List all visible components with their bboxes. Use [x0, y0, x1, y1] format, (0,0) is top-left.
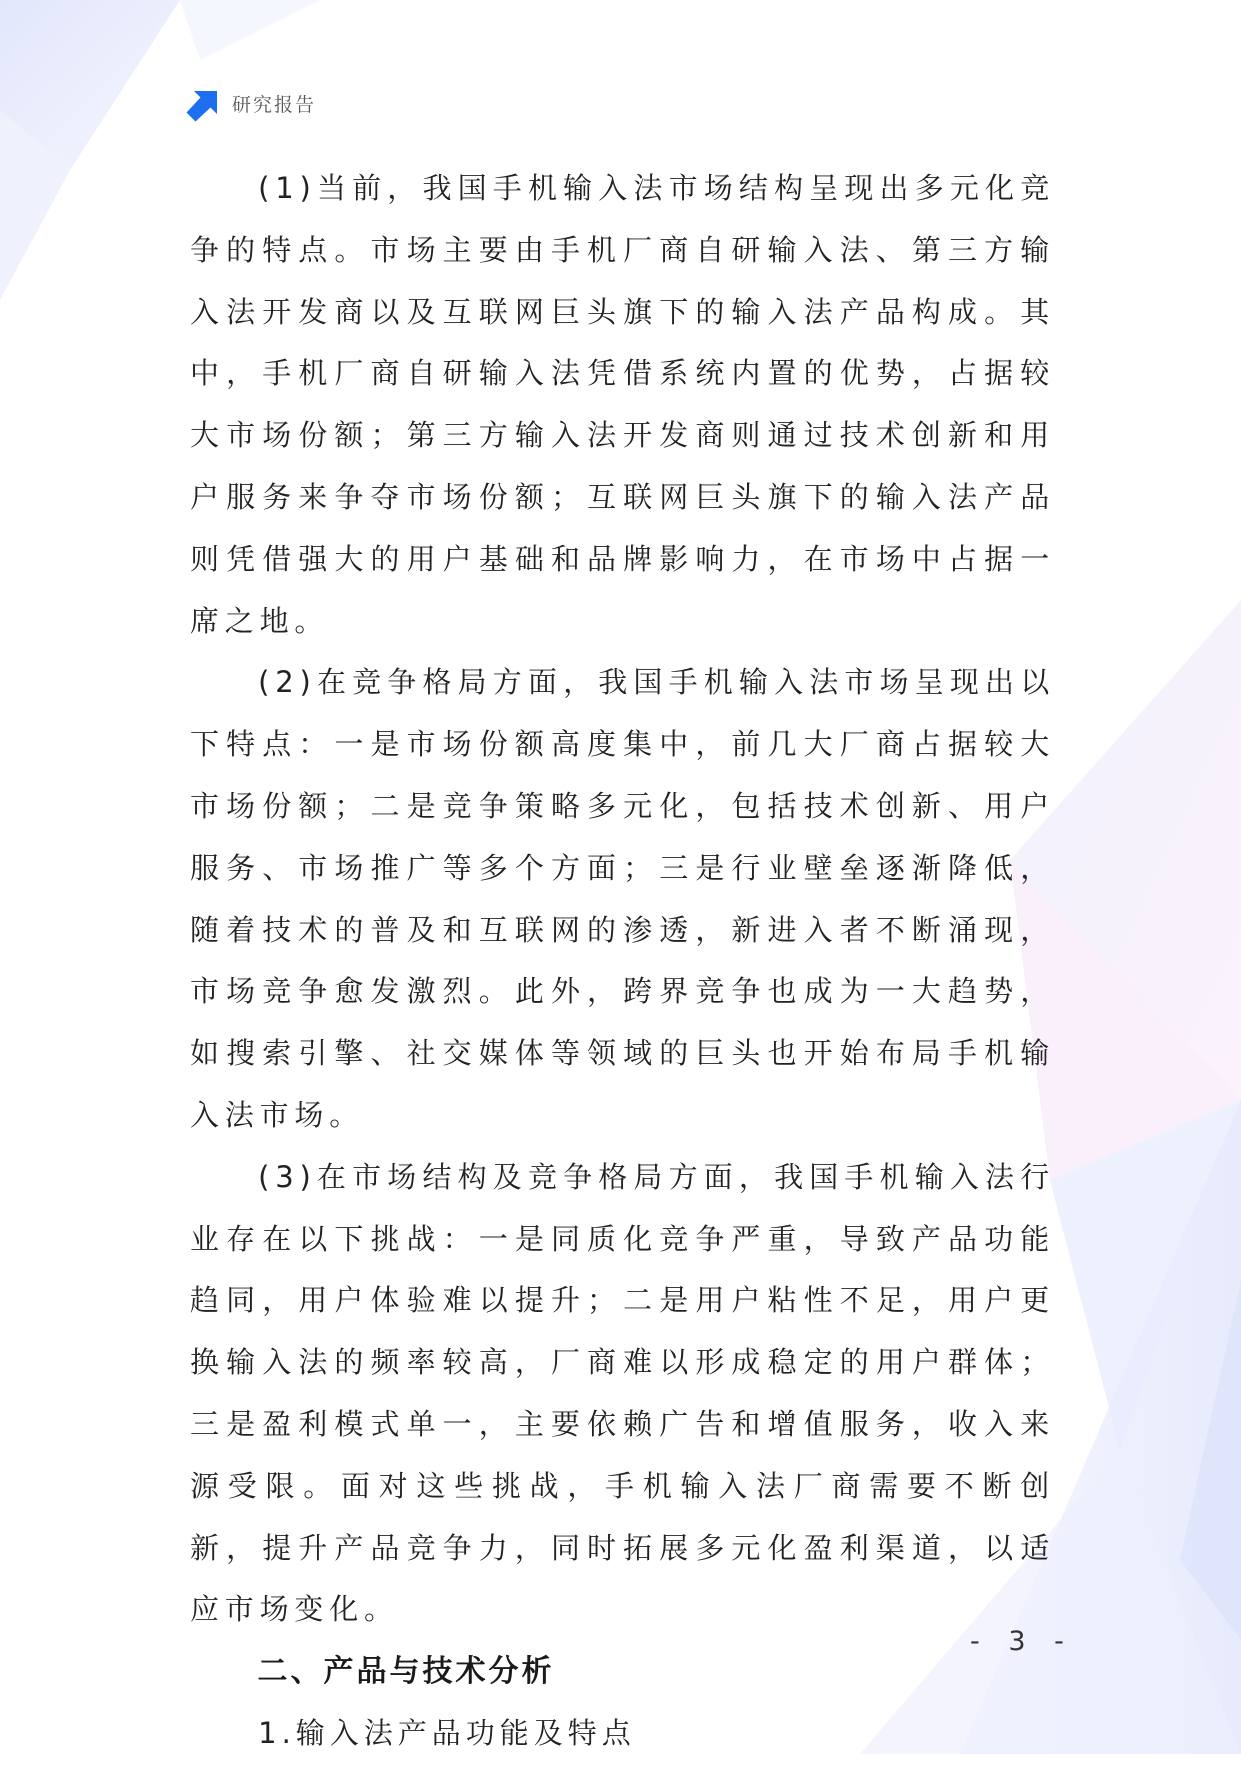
report-header: [186, 88, 316, 122]
body-paragraph: (2)在竞争格局方面，我国手机输入法市场呈现出以下特点：一是市场份额高度集中，前几大厂商占据较大市场份额；二是竞争策略多元化，包括技术创新、用户服务、市场推广等多个方面；三是行业壁垒逐渐降低，随着技术的普及和互联网的渗透，新进入者不断涌现，市场竞争愈发激烈。此外，跨界竞争也成为一大趋势，如搜索引擎、社交媒体等领域的巨头也开始布局手机输入法市场。: [190, 665, 1055, 1132]
document-body: [190, 158, 1055, 1765]
section-heading: 二、产品与技术分析: [257, 1654, 555, 1690]
body-paragraph: (3)在市场结构及竞争格局方面，我国手机输入法行业存在以下挑战：一是同质化竞争严重，导致产品功能趋同，用户体验难以提升；二是用户粘性不足，用户更换输入法的频率较高，厂商难以形成稳定的用户群体；三是盈利模式单一，主要依赖广告和增值服务，收入来源受限。面对这些挑战，手机输入法厂商需要不断创新，提升产品竞争力，同时拓展多元化盈利渠道，以适应市场变化。: [190, 1159, 1055, 1627]
subsection-heading: 1.输入法产品功能及特点: [258, 1715, 636, 1750]
arrow-up-right-icon: [186, 88, 220, 122]
page-number: - 3 -: [970, 1626, 1074, 1657]
header-title: 研究报告: [232, 94, 317, 116]
body-paragraph: (1)当前，我国手机输入法市场结构呈现出多元化竞争的特点。市场主要由手机厂商自研输入法、第三方输入法开发商以及互联网巨头旗下的输入法产品构成。其中，手机厂商自研输入法凭借系统内置的优势，占据较大市场份额；第三方输入法开发商则通过技术创新和用户服务来争夺市场份额；互联网巨头旗下的输入法产品则凭借强大的用户基础和品牌影响力，在市场中占据一席之地。: [190, 171, 1055, 638]
